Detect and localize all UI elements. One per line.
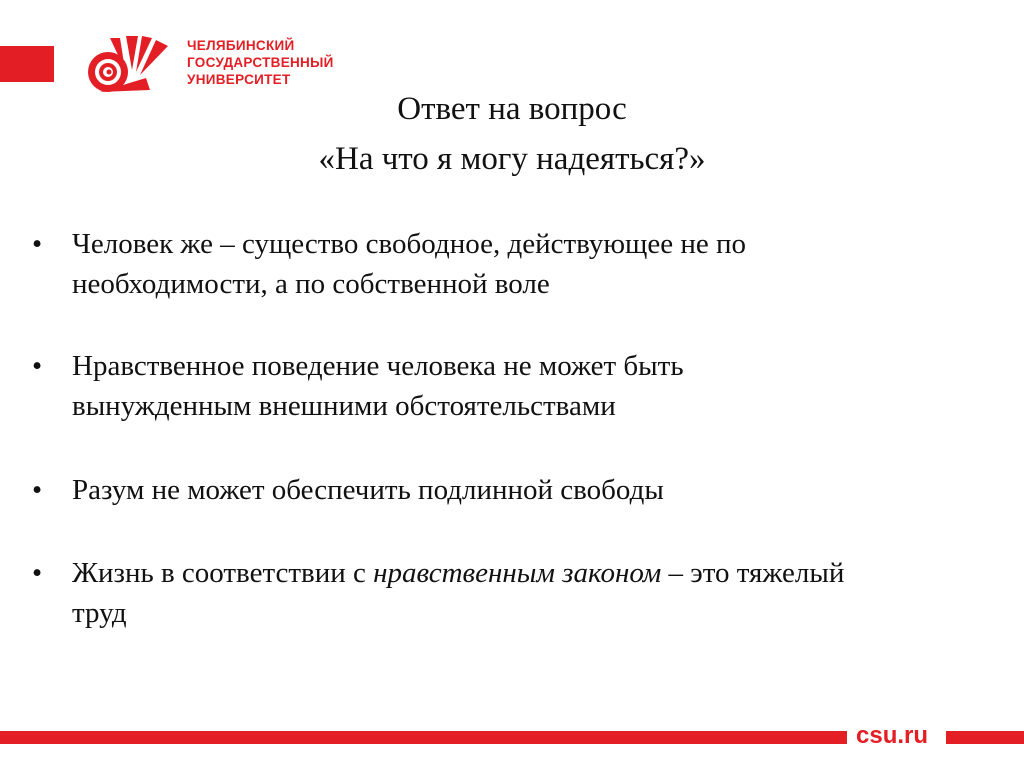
university-name-line: УНИВЕРСИТЕТ [187, 72, 291, 87]
bullet-marker: • [32, 228, 43, 260]
university-name [187, 37, 334, 88]
bullet-text: необходимости, а по собственной воле [72, 268, 550, 300]
header-red-block [0, 46, 54, 82]
university-name-line: ГОСУДАРСТВЕННЫЙ [187, 55, 334, 70]
bullet-text: труд [72, 597, 127, 629]
bullet-marker: • [32, 557, 43, 589]
slide-title [0, 84, 1024, 184]
bullet-text: Разум не может обеспечить подлинной свободы [72, 474, 664, 506]
footer-bar-left [0, 731, 847, 744]
university-name-line: ЧЕЛЯБИНСКИЙ [187, 38, 295, 53]
footer-site-link: csu.ru [856, 722, 929, 749]
bullet-marker: • [32, 350, 43, 382]
title-line: Ответ на вопрос [397, 91, 627, 127]
bullet-text: Нравственное поведение человека не может быть [72, 350, 684, 382]
bullet-text: вынужденным внешними обстоятельствами [72, 390, 616, 422]
bullet-text: – это тяжелый [661, 557, 845, 589]
bullet-marker: • [32, 474, 43, 506]
footer-bar-right [946, 731, 1024, 744]
title-line: «На что я могу надеяться?» [318, 141, 706, 177]
bullet-text: Человек же – существо свободное, действующее не по [72, 228, 746, 260]
bullet-emphasis: нравственным законом [373, 557, 662, 589]
bullet-text: Жизнь в соответствии с [72, 557, 374, 589]
